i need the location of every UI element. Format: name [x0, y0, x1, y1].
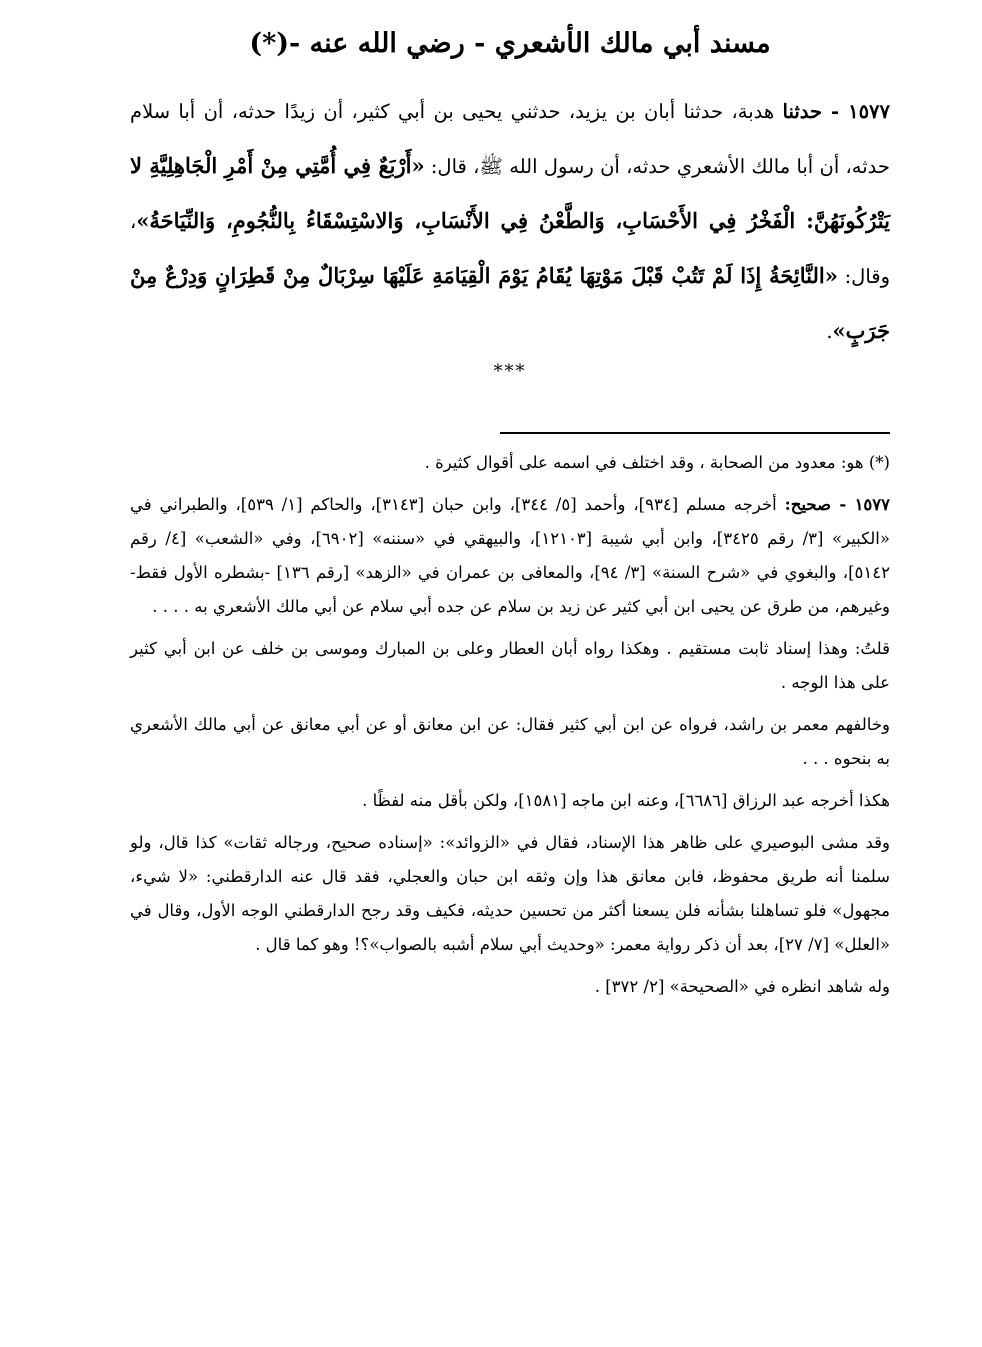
hadith-number: ١٥٧٧ - حدثنا	[782, 100, 891, 123]
hadith-chain: هدبة، حدثنا أبان بن يزيد، حدثني يحيى بن أبي كثير، أن زيدًا حدثه، أن أبا سلام حدثه، أن أبا مالك الأشعري حدثه، أن رسول الله ﷺ، قال:	[130, 100, 890, 178]
footnote-shahid: وله شاهد انظره في «الصحيحة» [٢/ ٣٧٢] .	[594, 977, 890, 996]
footnote-hakadha: هكذا أخرجه عبد الرزاق [٦٦٨٦]، وعنه ابن ماجه [١٥٨١]، ولكن بأقل منه لفظًا .	[362, 791, 890, 810]
footnote-star: (*) هو: معدود من الصحابة ، وقد اختلف في اسمه على أقوال كثيرة .	[424, 453, 890, 472]
page-content	[130, 28, 890, 1012]
takhrij-text: أخرجه مسلم [٩٣٤]، وأحمد [٥/ ٣٤٤]، وابن حبان [٣١٤٣]، والحاكم [١/ ٥٣٩]، والطبراني في «الكبير» [٣/ رقم ٣٤٢٥]، وابن أبي شيبة [١٢١٠٣]، والبيهقي في «سننه» [٦٩٠٢]، وفي «الشعب» [٤/ رقم ٥١٤٢]، والبغوي في «شرح السنة» [٣/ ٩٤]، والمعافى بن عمران في «الزهد» [رقم ١٣٦] -بشطره الأول فقط- وغيرهم، من طرق عن يحيى ابن أبي كثير عن زيد بن سلام عن جده أبي سلام عن أبي مالك الأشعري به . . . .	[130, 495, 890, 616]
hadith-paragraph	[130, 85, 890, 359]
section-separator: ***	[493, 361, 527, 382]
hadith-quote-two: «النَّائِحَةُ إِذَا لَمْ تَتُبْ قَبْلَ مَوْتِهَا يُقَامُ يَوْمَ الْقِيَامَةِ عَلَيْهَا سِرْبَالٌ مِنْ قَطِرَانٍ وَدِرْعٌ مِنْ جَرَبٍ»	[130, 263, 890, 343]
hadith-connector: ، وقال:	[130, 210, 890, 288]
hadith-quote-one: «أَرْبَعٌ فِي أُمَّتِي مِنْ أَمْرِ الْجَاهِلِيَّةِ لا يَتْرُكُونَهُنَّ: الْفَخْرُ فِي الأَحْسَابِ، وَالطَّعْنُ فِي الأَنْسَابِ، وَالاسْتِسْقَاءُ بِالنُّجُومِ، وَالنِّيَاحَةُ»	[130, 153, 890, 233]
page-title: مسند أبي مالك الأشعري - رضي الله عنه -(*)	[249, 28, 771, 59]
footnote-qultu: قلتُ: وهذا إسناد ثابت مستقيم . وهكذا رواه أبان العطار وعلى بن المبارك وموسى بن خلف عن ابن أبي كثير على هذا الوجه .	[130, 639, 890, 692]
footnote-busiri: وقد مشى البوصيري على ظاهر هذا الإسناد، فقال في «الزوائد»: «إسناده صحيح، ورجاله ثقات» كذا قال، ولو سلمنا أنه طريق محفوظ، فابن معانق هذا وإن وثقه ابن حبان والعجلي، فقد قال عنه الدارقطني: «لا شيء، مجهول» فلو تساهلنا بشأنه فلن يسعنا أكثر من تحسين حديثه، فكيف وقد رجح الدارقطني الوجه الأول، وقال في «العلل» [٧/ ٢٧]، بعد أن ذكر رواية معمر: «وحديث أبي سلام أشبه بالصواب»؟! وهو كما قال .	[130, 833, 890, 954]
footnote-khalafahum: وخالفهم معمر بن راشد، فرواه عن ابن أبي كثير فقال: عن ابن معانق أو عن أبي معانق عن أبي مالك الأشعري به بنحوه . . .	[130, 715, 890, 768]
footnote-divider	[500, 432, 890, 434]
footnote-takhrij	[130, 488, 890, 624]
takhrij-lead: ١٥٧٧ - صحيح:	[784, 495, 891, 514]
hadith-end: .	[826, 320, 833, 343]
